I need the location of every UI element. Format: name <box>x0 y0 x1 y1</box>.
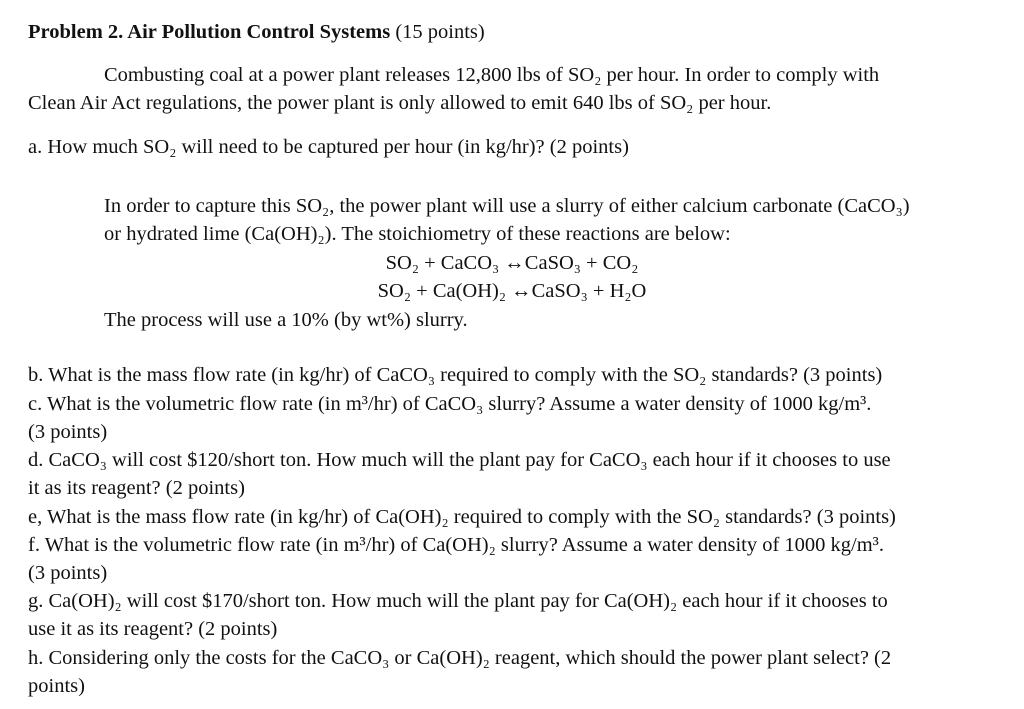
context-line-1: In order to capture this SO₂, the power plant will use a slurry of either calcium carbonate (CaCO₃) <box>104 195 910 217</box>
question-g-line-2: use it as its reagent? (2 points) <box>28 618 278 640</box>
intro-line-2: Clean Air Act regulations, the power plant is only allowed to emit 640 lbs of SO₂ per hour. <box>28 92 772 114</box>
question-g-line-1: g. Ca(OH)₂ will cost $170/short ton. How much will the plant pay for Ca(OH)₂ each hour if it chooses to <box>28 590 888 612</box>
question-f-line-1: f. What is the volumetric flow rate (in m³/hr) of Ca(OH)₂ slurry? Assume a water density of 1000 kg/m³. <box>28 534 884 556</box>
reaction-caoh2: SO₂ + Ca(OH)₂ ↔CaSO₃ + H₂O <box>377 280 647 302</box>
question-a: a. How much SO₂ will need to be captured per hour (in kg/hr)? (2 points) <box>28 136 629 158</box>
problem-heading <box>28 19 485 45</box>
question-b: b. What is the mass flow rate (in kg/hr) of CaCO₃ required to comply with the SO₂ standards? (3 points) <box>28 364 883 386</box>
question-h-line-2: points) <box>28 675 85 697</box>
question-f-line-2: (3 points) <box>28 562 108 584</box>
problem-title: Problem 2. Air Pollution Control Systems <box>28 21 391 43</box>
question-h-line-1: h. Considering only the costs for the CaCO₃ or Ca(OH)₂ reagent, which should the power plant select? (2 <box>28 647 892 669</box>
intro-line-1: Combusting coal at a power plant releases 12,800 lbs of SO₂ per hour. In order to comply with <box>104 64 880 86</box>
question-c-line-2: (3 points) <box>28 421 108 443</box>
problem-points: (15 points) <box>395 21 485 43</box>
context-line-3: The process will use a 10% (by wt%) slurry. <box>104 309 468 331</box>
context-line-2: or hydrated lime (Ca(OH)₂). The stoichiometry of these reactions are below: <box>104 223 731 245</box>
question-d-line-1: d. CaCO₃ will cost $120/short ton. How much will the plant pay for CaCO₃ each hour if it chooses to use <box>28 449 891 471</box>
question-e: e, What is the mass flow rate (in kg/hr) of Ca(OH)₂ required to comply with the SO₂ standards? (3 points) <box>28 506 896 528</box>
question-c-line-1: c. What is the volumetric flow rate (in m³/hr) of CaCO₃ slurry? Assume a water density of 1000 kg/m³. <box>28 393 872 415</box>
question-d-line-2: it as its reagent? (2 points) <box>28 477 245 499</box>
reaction-caco3: SO₂ + CaCO₃ ↔CaSO₃ + CO₂ <box>385 252 639 274</box>
